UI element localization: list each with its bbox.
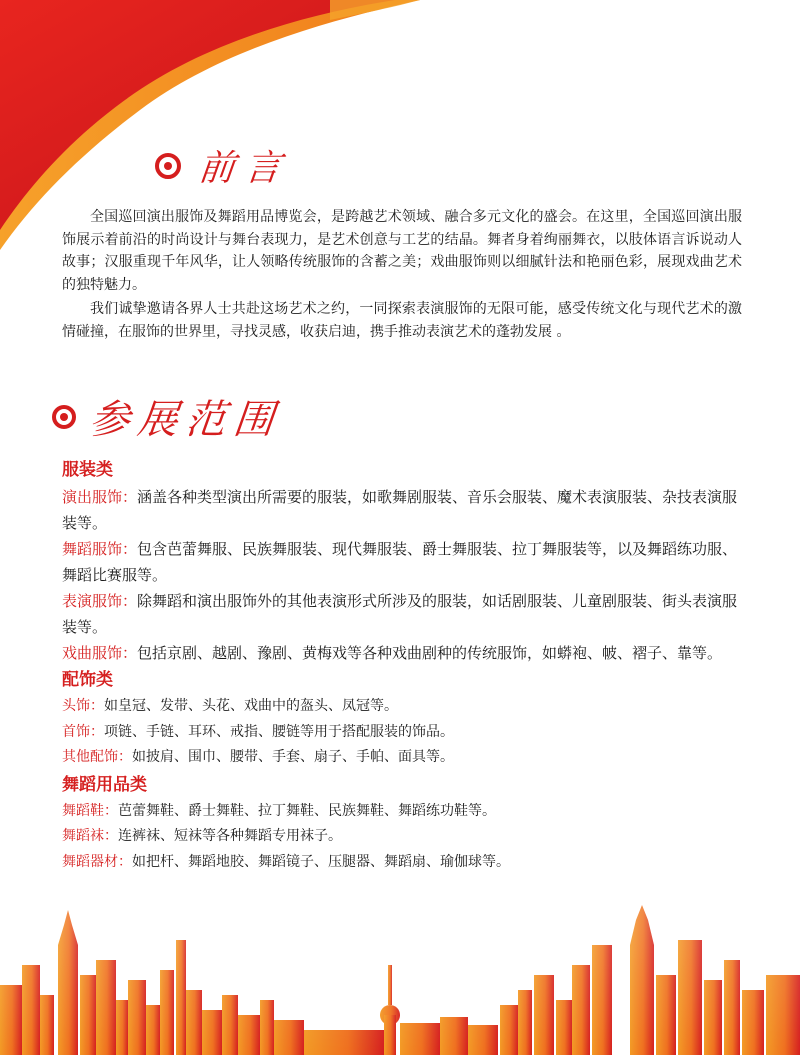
intro-body <box>62 206 742 345</box>
intro-paragraph-2: 我们诚挚邀请各界人士共赴这场艺术之约，一同探索表演服饰的无限可能，感受传统文化与现代艺术的激情碰撞，在服饰的世界里，寻找灵感，收获启迪，携手推动表演艺术的蓬勃发展 。 <box>62 301 742 340</box>
list-item <box>62 799 742 825</box>
item-desc: 芭蕾舞鞋、爵士舞鞋、拉丁舞鞋、民族舞鞋、舞蹈练功鞋等。 <box>118 802 496 819</box>
item-desc: 涵盖各种类型演出所需要的服装，如歌舞剧服装、音乐会服装、魔术表演服装、杂技表演服装等。 <box>62 488 738 532</box>
item-term: 其他配饰： <box>62 749 132 765</box>
list-item <box>62 694 742 720</box>
list-item <box>62 588 742 640</box>
list-item <box>62 640 742 666</box>
list-item <box>62 720 742 746</box>
intro-paragraph-1: 全国巡回演出服饰及舞蹈用品博览会，是跨越艺术领域、融合多元文化的盛会。在这里，全国巡回演出服饰展示着前沿的时尚设计与舞台表现力，是艺术创意与工艺的结晶。舞者身着绚丽舞衣，以肢体语言诉说动人故事；汉服重现千年风华，让人领略传统服饰的含蓄之美；戏曲服饰则以细腻针法和艳丽色彩，展现戏曲艺术的独特魅力。 <box>62 209 742 293</box>
list-item <box>62 824 742 850</box>
item-term: 舞蹈器材： <box>62 853 132 870</box>
list-item <box>62 850 742 876</box>
intro-heading-text: 前言 <box>196 148 293 189</box>
item-desc: 包括京剧、越剧、豫剧、黄梅戏等各种戏曲剧种的传统服饰，如蟒袍、帔、褶子、靠等。 <box>137 644 723 662</box>
scope-list <box>62 456 742 875</box>
list-item <box>62 484 742 536</box>
scope-heading <box>52 388 285 445</box>
item-term: 表演服饰： <box>62 592 138 610</box>
category-title-accessories: 配饰类 <box>62 670 113 690</box>
item-term: 演出服饰： <box>62 488 138 506</box>
item-desc: 连裤袜、短袜等各种舞蹈专用袜子。 <box>118 828 342 844</box>
item-desc: 除舞蹈和演出服饰外的其他表演形式所涉及的服装，如话剧服装、儿童剧服装、街头表演服装等。 <box>62 592 738 636</box>
item-term: 头饰： <box>62 698 104 714</box>
intro-heading <box>155 140 291 191</box>
item-term: 戏曲服饰： <box>62 644 138 662</box>
item-desc: 如披肩、围巾、腰带、手套、扇子、手帕、面具等。 <box>132 749 454 765</box>
scope-heading-text: 参展范围 <box>87 397 285 443</box>
target-icon <box>155 153 181 179</box>
category-title-dance-supplies: 舞蹈用品类 <box>62 774 147 795</box>
item-term: 舞蹈鞋： <box>62 802 118 819</box>
list-item <box>62 745 742 771</box>
item-term: 舞蹈服饰： <box>62 540 138 558</box>
item-desc: 项链、手链、耳环、戒指、腰链等用于搭配服装的饰品。 <box>104 723 454 740</box>
category-title-clothing: 服装类 <box>62 460 113 480</box>
item-desc: 包含芭蕾舞服、民族舞服装、现代舞服装、爵士舞服装、拉丁舞服装等，以及舞蹈练功服、舞蹈比赛服等。 <box>62 540 738 584</box>
item-desc: 如把杆、舞蹈地胶、舞蹈镜子、压腿器、舞蹈扇、瑜伽球等。 <box>132 853 510 870</box>
item-desc: 如皇冠、发带、头花、戏曲中的盔头、凤冠等。 <box>104 698 398 714</box>
item-term: 舞蹈袜： <box>62 828 118 844</box>
list-item <box>62 536 742 588</box>
target-icon <box>52 405 76 429</box>
item-term: 首饰： <box>62 723 104 740</box>
city-skyline-decoration <box>0 905 800 1055</box>
